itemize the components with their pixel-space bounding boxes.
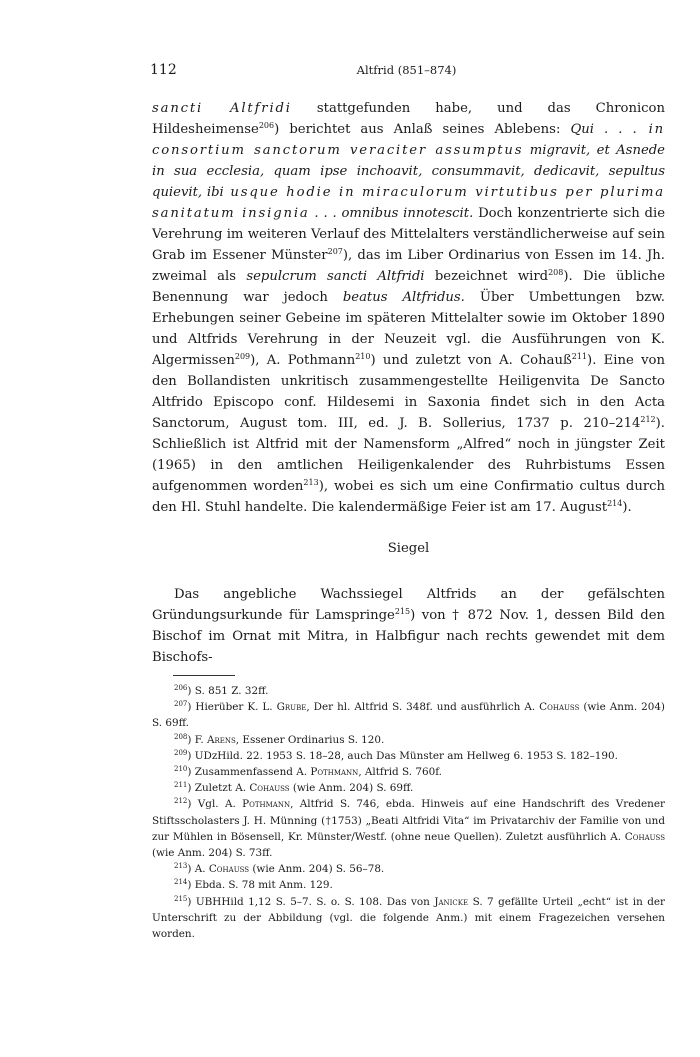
- latin-quote: migravit, et Asnede in sua ecclesia, quam ipse inchoavit, consummavit, dedicavit, sepultus quievit, ibi: [152, 143, 665, 200]
- latin-phrase: sepulcrum sancti Altfridi: [246, 269, 425, 284]
- latin-quote: . . . omnibus innotescit.: [309, 206, 474, 221]
- footnote-ref[interactable]: 211: [571, 352, 588, 361]
- footnote: [152, 699, 665, 731]
- paragraph: [152, 98, 665, 518]
- footnote-text: ) F.: [187, 733, 207, 746]
- page-number: 112: [150, 62, 177, 78]
- text-run: bezeichnet wird: [424, 269, 549, 284]
- footnote: [152, 683, 665, 699]
- footnote-number: 210: [174, 765, 188, 774]
- text-run: ) berichtet aus Anlaß seines Ablebens:: [274, 122, 571, 137]
- footnote-text: ) Ebda. S. 78 mit Anm. 129.: [187, 879, 333, 892]
- footnote-text: , Altfrid S. 746, ebda. Hinweis auf eine Handschrift des Vredener Stiftsscholasters J. H. Münning (†1753) „Beati Altfridi Vita“ im Privatarchiv der Familie von und zur Mühlen in Bösensell, Kr. Münster/Westf. (ohne neue Quellen). Zuletzt ausführlich A.: [152, 798, 665, 843]
- footnote-divider: [173, 675, 235, 676]
- footnote-ref[interactable]: 209: [234, 352, 251, 361]
- latin-phrase: sancti Altfridi: [152, 101, 292, 116]
- footnote-ref[interactable]: 213: [303, 478, 319, 487]
- section-text: [152, 584, 665, 668]
- footnote: [152, 796, 665, 861]
- footnote: [152, 748, 665, 764]
- section-heading: Siegel: [387, 541, 430, 556]
- text-run: ) von † 872 Nov. 1, dessen Bild den Bischof im Ornat mit Mitra, in Halbfigur nach rechts gewendet mit dem Bischofs-: [152, 608, 665, 665]
- footnote-text: ) UDzHild. 22. 1953 S. 18–28, auch Das Münster am Hellweg 6. 1953 S. 182–190.: [187, 749, 618, 762]
- footnote: [152, 861, 665, 877]
- footnote-ref[interactable]: 212: [640, 415, 656, 424]
- text-run: ). Die übliche Benennung war jedoch: [152, 269, 665, 305]
- footnote-number: 212: [174, 797, 188, 806]
- footnote: [152, 877, 665, 893]
- footnote-ref[interactable]: 207: [327, 247, 343, 256]
- footnote-text: (wie Anm. 204) S. 69ff.: [289, 782, 414, 795]
- footnote-text: (wie Anm. 204) S. 56–78.: [249, 863, 385, 876]
- footnote-text: S. 7 gefällte Urteil „echt“ ist in der Unterschrift zu der Abbildung (vgl. die folgende Anm.) mit einem Fragezeichen versehen worden.: [152, 895, 665, 941]
- footnote-ref[interactable]: 215: [394, 607, 411, 616]
- text-run: ), das im Liber Ordinarius von Essen im 14. Jh. zweimal als: [152, 248, 665, 284]
- footnote-text: ) UBHHild 1,12 S. 5–7. S. o. S. 108. Das von: [187, 895, 435, 908]
- footnote-text: (wie Anm. 204) S. 69ff.: [152, 701, 665, 730]
- footnote: [152, 894, 665, 943]
- text-run: Über Umbettungen bzw. Erhebungen seiner Gebeine im späteren Mittelalter sowie im Oktober 1890 und Altfrids Verehrung in der Neuzeit vgl. die Ausführungen von K. Algermissen: [152, 290, 666, 368]
- footnote-number: 207: [174, 700, 188, 709]
- page-header: [150, 62, 663, 82]
- footnote-number: 215: [174, 894, 188, 903]
- footnote-text: (wie Anm. 204) S. 73ff.: [152, 847, 273, 860]
- text-run: ). Eine von den Bollandisten unkritisch zusammengestellte Heiligenvita De Sancto Altfrido Episcopo conf. Hildesemi in Saxonia findet sich in den Acta Sanctorum, August tom. III, ed. J. B. Sollerius, 1737 p. 210–214: [152, 353, 665, 431]
- author-name: Arens: [206, 733, 236, 746]
- author-name: Cohauss: [624, 830, 665, 843]
- footnote-number: 208: [174, 732, 188, 741]
- footnote-text: , Altfrid S. 760f.: [358, 766, 442, 779]
- footnote-number: 206: [174, 684, 188, 692]
- footnote: [152, 780, 665, 796]
- text-run: ).: [622, 500, 632, 515]
- author-name: Cohauss: [208, 863, 250, 876]
- footnote-ref[interactable]: 206: [258, 121, 275, 130]
- footnote: [152, 764, 665, 780]
- footnote-number: 211: [174, 781, 188, 790]
- footnote-number: 214: [174, 878, 188, 887]
- footnote-text: , Der hl. Altfrid S. 348f. und ausführlich A.: [306, 701, 540, 714]
- author-name: Pothmann: [310, 766, 359, 779]
- author-name: Janicke: [434, 895, 469, 908]
- text-run: ), A. Pothmann: [250, 353, 356, 368]
- footnote: [152, 732, 665, 748]
- running-head: Altfrid (851–874): [356, 63, 457, 77]
- footnote-number: 213: [174, 862, 188, 871]
- author-name: Cohauss: [539, 701, 580, 714]
- footnote-text: ) Zuletzt A.: [187, 782, 250, 795]
- text-run: stattgefunden habe, und das Chronicon Hildesheimense: [152, 101, 665, 137]
- footnote-text: , Essener Ordinarius S. 120.: [235, 733, 385, 746]
- footnote-text: ) Zusammenfassend A.: [187, 766, 311, 779]
- latin-quote-spaced: in consortium sanctorum veraciter assumptus: [152, 122, 665, 158]
- footnote-text: ) Vgl. A.: [187, 798, 243, 811]
- footnotes: [152, 683, 665, 942]
- footnote-ref[interactable]: 214: [607, 499, 623, 508]
- text-run: ) und zuletzt von A. Cohauß: [370, 353, 572, 368]
- author-name: Grube: [276, 701, 307, 714]
- text-run: Das angebliche Wachssiegel Altfrids an der gefälschten Gründungsurkunde für Lamspringe: [152, 587, 665, 623]
- latin-quote-spaced: usque hodie in miraculorum virtutibus per plurima sanitatum insignia: [152, 185, 666, 221]
- text-run: Doch konzentrierte sich die Verehrung im weiteren Verlauf des Mittelalters verständlicherweise auf sein Grab im Essener Münster: [152, 206, 665, 263]
- paragraph: [152, 584, 665, 668]
- author-name: Pothmann: [242, 798, 291, 811]
- footnote-text: ) Hierüber K. L.: [187, 701, 277, 714]
- author-name: Cohauss: [249, 782, 290, 795]
- footnote-text: ) S. 851 Z. 32ff.: [187, 685, 269, 697]
- footnote-number: 209: [174, 748, 188, 757]
- text-run: ). Schließlich ist Altfrid mit der Namensform „Alfred“ noch in jüngster Zeit (1965) in den amtlichen Heiligenkalender des Ruhrbistums Essen aufgenommen worden: [152, 416, 665, 494]
- text-run: ), wobei es sich um eine Confirmatio cultus durch den Hl. Stuhl handelte. Die kalendermäßige Feier ist am 17. August: [152, 479, 666, 515]
- footnote-ref[interactable]: 210: [355, 352, 371, 361]
- main-text: [152, 98, 665, 518]
- footnote-text: ) A.: [187, 863, 209, 876]
- footnote-ref[interactable]: 208: [548, 268, 564, 277]
- latin-phrase: beatus Altfridus.: [342, 290, 465, 305]
- latin-quote: Qui . . .: [570, 122, 637, 137]
